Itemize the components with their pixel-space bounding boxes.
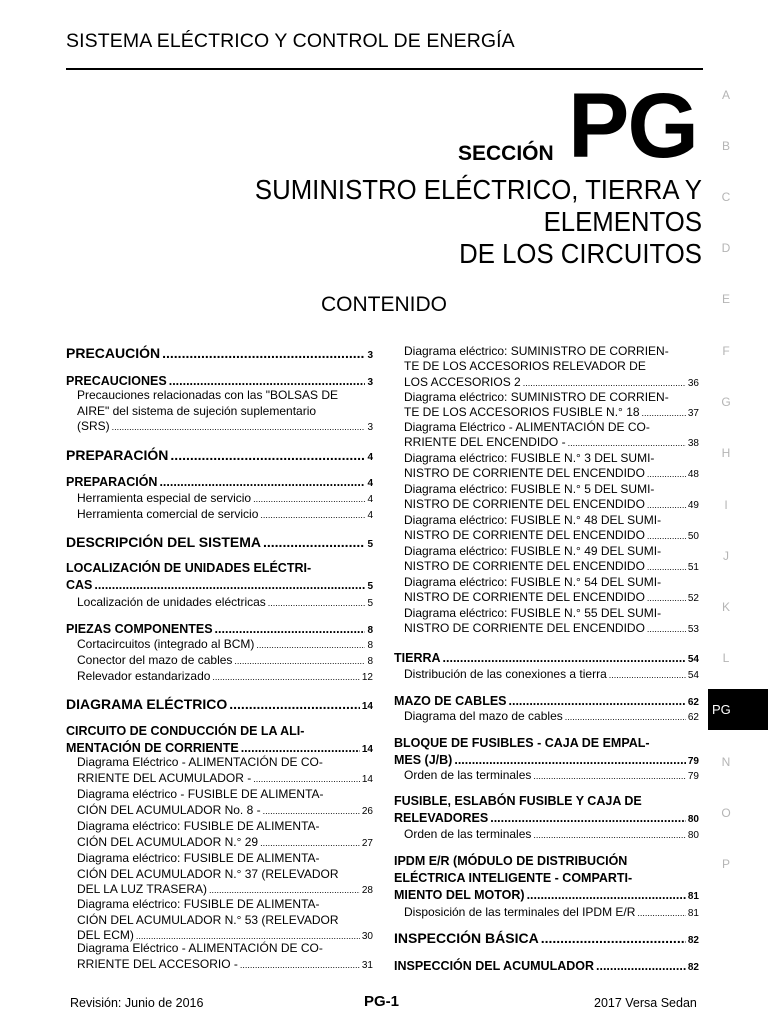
toc-page-number: 14 (361, 773, 373, 785)
toc-entry-title: NISTRO DE CORRIENTE DEL ENCENDIDO (404, 590, 645, 605)
toc-page-number: 36 (687, 377, 699, 389)
toc-dot-leader (565, 710, 686, 725)
active-section-tab[interactable]: PG (708, 689, 768, 730)
toc-page-number: 81 (687, 891, 699, 902)
toc-entry-title: RRIENTE DEL ACUMULADOR - (77, 770, 252, 785)
toc-page-number: 4 (367, 510, 373, 521)
toc-entry-title: CIÓN DEL ACUMULADOR N.° 29 (77, 834, 259, 849)
footer-model: 2017 Versa Sedan (594, 996, 697, 1010)
toc-page-number: 4 (367, 478, 373, 489)
toc-page-number: 50 (687, 531, 699, 543)
toc-entry-leader-line (394, 887, 699, 905)
toc-entry-title: TE DE LOS ACCESORIOS FUSIBLE N.° 18 (404, 405, 640, 420)
toc-page-number: 48 (687, 469, 699, 481)
toc-entry-text-line: Diagrama eléctrico: SUMINISTRO DE CORRIEN- (404, 344, 669, 358)
toc-entry[interactable] (66, 819, 373, 851)
toc-page-number: 5 (367, 581, 373, 592)
toc-entry[interactable] (394, 482, 699, 514)
toc-entry[interactable] (66, 560, 373, 595)
toc-entry[interactable] (394, 827, 699, 843)
toc-entry-leader-line (77, 803, 373, 820)
toc-dot-leader (159, 474, 365, 491)
toc-entry-leader-line (404, 528, 699, 544)
toc-entry-leader-line (66, 533, 373, 554)
toc-page-number: 14 (361, 744, 373, 755)
toc-entry[interactable] (394, 420, 699, 452)
toc-entry-title: RRIENTE DEL ENCENDIDO - (404, 435, 566, 450)
toc-entry-title: DEL ECM) (77, 928, 134, 942)
toc-entry-title: PRECAUCIONES (66, 374, 167, 388)
toc-dot-leader (268, 596, 366, 612)
section-title (113, 174, 702, 270)
toc-entry-leader-line (66, 474, 373, 492)
toc-page-number: 8 (367, 656, 373, 667)
toc-page-number: 54 (687, 654, 699, 665)
toc-entry-text-line: Diagrama eléctrico: FUSIBLE N.° 55 DEL SUMI- (404, 606, 662, 620)
toc-page-number: 52 (687, 593, 699, 605)
toc-page-number: 28 (361, 885, 373, 896)
toc-page-number: 30 (361, 931, 373, 942)
toc-entry-title: Orden de las terminales (404, 827, 532, 841)
toc-entry-text-line: LOCALIZACIÓN DE UNIDADES ELÉCTRI- (66, 561, 312, 575)
toc-entry-leader-line (404, 466, 699, 482)
toc-entry-leader-line (66, 695, 373, 716)
section-label: SECCIÓN (458, 142, 554, 165)
section-tab[interactable]: O (721, 806, 731, 820)
toc-entry[interactable] (66, 897, 373, 945)
toc-entry-title: TIERRA (394, 651, 441, 665)
toc-page-number: 14 (361, 701, 373, 712)
toc-entry-leader-line (394, 958, 699, 976)
toc-entry-title: PREPARACIÓN (66, 447, 169, 463)
toc-entry-text-line: TE DE LOS ACCESORIOS RELEVADOR DE (404, 359, 646, 374)
toc-entry-text-line: Diagrama Eléctrico - ALIMENTACIÓN DE CO- (77, 755, 323, 769)
toc-dot-leader (240, 958, 360, 974)
toc-page-number: 5 (367, 539, 373, 550)
toc-entry[interactable] (394, 667, 699, 683)
toc-dot-leader (647, 560, 686, 575)
toc-entry-text-line: CIÓN DEL ACUMULADOR N.° 37 (RELEVADOR (77, 866, 339, 881)
section-tab[interactable]: N (721, 755, 731, 769)
toc-dot-leader (253, 492, 365, 508)
toc-entry-text-line: IPDM E/R (MÓDULO DE DISTRIBUCIÓN (394, 854, 628, 868)
toc-entry[interactable] (394, 606, 699, 638)
toc-entry-leader-line (404, 621, 699, 637)
toc-entry-text-line: Diagrama eléctrico: SUMINISTRO DE CORRIEN- (404, 390, 669, 404)
toc-entry-text-line: Diagrama eléctrico: FUSIBLE DE ALIMENTA- (77, 819, 320, 833)
toc-entry[interactable] (394, 793, 699, 828)
toc-entry-leader-line (404, 768, 699, 784)
toc-entry[interactable] (66, 755, 373, 787)
section-tab[interactable]: H (721, 446, 731, 460)
section-tab[interactable]: E (721, 292, 730, 306)
toc-page-number: 27 (361, 837, 373, 849)
manual-header-title: SISTEMA ELÉCTRICO Y CONTROL DE ENERGÍA (66, 30, 515, 52)
toc-entry-title: PIEZAS COMPONENTES (66, 622, 213, 636)
toc-page-number: 4 (367, 452, 373, 463)
toc-dot-leader (260, 508, 365, 524)
toc-entry-title: MIENTO DEL MOTOR) (394, 888, 525, 902)
toc-entry-title: INSPECCIÓN DEL ACUMULADOR (394, 959, 595, 973)
toc-entry-leader-line (66, 446, 373, 467)
toc-page-number: 31 (361, 959, 373, 971)
toc-entry[interactable] (66, 491, 373, 508)
toc-dot-leader (509, 693, 686, 710)
toc-entry-title: NISTRO DE CORRIENTE DEL ENCENDIDO (404, 466, 645, 481)
toc-entry[interactable] (66, 533, 373, 554)
toc-page-number: 5 (367, 598, 373, 609)
toc-dot-leader (647, 498, 686, 513)
toc-entry-text-line: Diagrama eléctrico: FUSIBLE DE ALIMENTA- (77, 851, 320, 865)
toc-entry[interactable] (394, 513, 699, 545)
toc-entry-leader-line (394, 810, 699, 828)
toc-entry-title: LOS ACCESORIOS 2 (404, 374, 521, 389)
toc-entry-leader-line (394, 929, 699, 950)
section-tab[interactable]: G (721, 395, 731, 409)
toc-entry-title: Diagrama del mazo de cables (404, 709, 563, 723)
section-tab[interactable]: K (721, 600, 730, 614)
toc-entry-leader-line (404, 590, 699, 606)
section-tab[interactable]: C (721, 190, 731, 204)
toc-entry[interactable] (66, 388, 373, 436)
toc-entry-leader-line (404, 435, 699, 451)
toc-page-number: 3 (367, 422, 373, 433)
toc-entry-text-line: BLOQUE DE FUSIBLES - CAJA DE EMPAL- (394, 736, 650, 750)
toc-entry[interactable] (66, 344, 373, 365)
section-tab[interactable]: L (722, 651, 730, 665)
toc-dot-leader (490, 810, 686, 827)
section-code: PG (568, 75, 697, 177)
toc-entry-text-line: Diagrama eléctrico: FUSIBLE N.° 54 DEL SUMI- (404, 575, 662, 589)
toc-entry-text-line: Diagrama eléctrico: FUSIBLE N.° 48 DEL SUMI- (404, 513, 662, 527)
toc-entry-text-line: Diagrama Eléctrico - ALIMENTACIÓN DE CO- (404, 420, 650, 434)
toc-entry[interactable] (66, 941, 373, 973)
toc-entry[interactable] (394, 735, 699, 770)
toc-page-number: 38 (687, 438, 699, 450)
toc-entry-text-line: Diagrama eléctrico: FUSIBLE N.° 5 DEL SUMI- (404, 482, 655, 496)
toc-entry-leader-line (404, 905, 699, 921)
toc-entry-text-line: Diagrama Eléctrico - ALIMENTACIÓN DE CO- (77, 941, 323, 955)
toc-page-number: 62 (687, 697, 699, 708)
toc-page-number: 81 (687, 908, 699, 919)
toc-entry[interactable] (394, 575, 699, 607)
toc-page-number: 62 (687, 712, 699, 723)
toc-dot-leader (256, 638, 365, 654)
toc-dot-leader (596, 958, 686, 975)
toc-entry[interactable] (394, 451, 699, 483)
toc-page-number: 3 (367, 377, 373, 388)
toc-entry[interactable] (66, 595, 373, 612)
toc-dot-leader (647, 467, 686, 482)
toc-entry-title: INSPECCIÓN BÁSICA (394, 930, 539, 946)
section-tab[interactable]: D (721, 241, 731, 255)
toc-entry-title: Herramienta comercial de servicio (77, 507, 259, 521)
toc-entry-title: Distribución de las conexiones a tierra (404, 667, 607, 681)
toc-entry-title: RRIENTE DEL ACCESORIO - (77, 956, 238, 971)
toc-entry-title: Relevador estandarizado (77, 669, 211, 683)
toc-entry-leader-line (404, 827, 699, 843)
toc-entry[interactable] (394, 390, 699, 422)
header-divider (66, 68, 703, 70)
toc-entry-title: PRECAUCIÓN (66, 345, 161, 361)
toc-entry-title: MES (J/B) (394, 753, 453, 767)
toc-dot-leader (527, 887, 686, 904)
toc-entry[interactable] (66, 446, 373, 467)
section-tab[interactable]: B (721, 139, 730, 153)
toc-entry[interactable] (394, 544, 699, 576)
toc-entry-leader-line (404, 559, 699, 575)
section-title-line-1: SUMINISTRO ELÉCTRICO, TIERRA Y ELEMENTOS (254, 174, 702, 237)
toc-entry-title: DIAGRAMA ELÉCTRICO (66, 696, 228, 712)
toc-entry-leader-line (77, 507, 373, 524)
toc-entry[interactable] (66, 474, 373, 492)
toc-dot-leader (568, 436, 686, 451)
toc-entry[interactable] (66, 637, 373, 654)
toc-page-number: 4 (367, 494, 373, 505)
toc-entry-text-line: ELÉCTRICA INTELIGENTE - COMPARTI- (394, 871, 633, 885)
toc-page-number: 80 (687, 830, 699, 841)
toc-entry[interactable] (66, 851, 373, 899)
toc-page-number: 8 (367, 640, 373, 651)
toc-entry-title: RELEVADORES (394, 811, 489, 825)
toc-entry-text-line: CIRCUITO DE CONDUCCIÓN DE LA ALI- (66, 724, 305, 738)
toc-entry[interactable] (394, 905, 699, 921)
toc-entry-title: PREPARACIÓN (66, 475, 158, 489)
toc-dot-leader (162, 344, 365, 362)
toc-entry[interactable] (66, 507, 373, 524)
toc-entry-text-line: Diagrama eléctrico: FUSIBLE DE ALIMENTA- (77, 897, 320, 911)
toc-dot-leader (229, 695, 360, 713)
toc-dot-leader (215, 621, 366, 638)
toc-page-number: 12 (361, 672, 373, 683)
section-tab[interactable]: A (721, 88, 730, 102)
toc-entry-leader-line (394, 650, 699, 668)
toc-entry-title: DESCRIPCIÓN DEL SISTEMA (66, 534, 261, 550)
toc-entry-leader-line (77, 653, 373, 670)
toc-dot-leader (541, 929, 686, 947)
toc-entry-leader-line (77, 491, 373, 508)
toc-entry-title: Herramienta especial de servicio (77, 491, 252, 505)
toc-dot-leader (234, 654, 365, 670)
toc-entry[interactable] (394, 958, 699, 976)
toc-entry[interactable] (66, 787, 373, 819)
toc-entry-title: MAZO DE CABLES (394, 694, 507, 708)
toc-entry-title: NISTRO DE CORRIENTE DEL ENCENDIDO (404, 497, 645, 512)
toc-entry-title: NISTRO DE CORRIENTE DEL ENCENDIDO (404, 621, 645, 636)
toc-page-number: 51 (687, 562, 699, 574)
toc-entry[interactable] (66, 695, 373, 716)
toc-entry-title: MENTACIÓN DE CORRIENTE (66, 741, 239, 755)
toc-entry[interactable] (394, 650, 699, 668)
toc-entry-leader-line (77, 595, 373, 612)
toc-dot-leader (260, 836, 360, 852)
section-tab[interactable]: F (722, 344, 730, 358)
toc-entry-text-line: CIÓN DEL ACUMULADOR N.° 53 (RELEVADOR (77, 912, 339, 927)
toc-entry[interactable] (394, 709, 699, 725)
toc-dot-leader (263, 804, 360, 820)
toc-entry-title: CIÓN DEL ACUMULADOR No. 8 - (77, 802, 261, 817)
toc-dot-leader (170, 446, 365, 464)
toc-dot-leader (212, 670, 359, 686)
toc-dot-leader (533, 828, 685, 843)
toc-dot-leader (443, 650, 686, 667)
toc-entry-text-line: AIRE" del sistema de sujeción suplementario (77, 403, 317, 418)
toc-page-number: 82 (687, 935, 699, 946)
toc-entry-leader-line (66, 577, 373, 595)
footer-page-number: PG-1 (364, 993, 400, 1010)
toc-entry-leader-line (77, 771, 373, 788)
section-tab[interactable]: J (723, 549, 729, 563)
toc-entry[interactable] (66, 723, 373, 758)
toc-page-number: 79 (687, 756, 699, 767)
toc-entry-leader-line (77, 669, 373, 686)
toc-dot-leader (94, 577, 365, 594)
contents-heading: CONTENIDO (321, 293, 447, 316)
toc-page-number: 80 (687, 814, 699, 825)
toc-page-number: 49 (687, 500, 699, 512)
toc-entry-title: Conector del mazo de cables (77, 653, 233, 667)
toc-entry-text-line: Diagrama eléctrico - FUSIBLE DE ALIMENTA- (77, 787, 324, 801)
toc-entry-text-line: FUSIBLE, ESLABÓN FUSIBLE Y CAJA DE (394, 794, 642, 808)
toc-entry[interactable] (394, 768, 699, 784)
toc-entry-title: Localización de unidades eléctricas (77, 595, 266, 609)
toc-entry-title: NISTRO DE CORRIENTE DEL ENCENDIDO (404, 559, 645, 574)
toc-entry[interactable] (66, 653, 373, 670)
section-tab[interactable]: P (721, 857, 730, 871)
toc-entry-text-line: Diagrama eléctrico: FUSIBLE N.° 49 DEL SUMI- (404, 544, 662, 558)
toc-entry-leader-line (77, 637, 373, 654)
toc-entry-text-line: Precauciones relacionadas con las "BOLSAS DE (77, 388, 339, 402)
toc-page-number: 3 (367, 350, 373, 361)
toc-entry-leader-line (404, 375, 699, 391)
toc-dot-leader (253, 772, 360, 788)
toc-entry-title: (SRS) (77, 419, 110, 433)
toc-dot-leader (533, 769, 685, 784)
toc-entry-title: Orden de las terminales (404, 768, 532, 782)
toc-dot-leader (647, 622, 686, 637)
toc-entry-title: CAS (66, 578, 93, 592)
toc-page-number: 37 (687, 408, 699, 420)
toc-entry-leader-line (404, 497, 699, 513)
toc-entry-leader-line (66, 344, 373, 365)
toc-entry-leader-line (77, 419, 373, 436)
toc-entry-leader-line (404, 709, 699, 725)
toc-entry-title: Disposición de las terminales del IPDM E/R (404, 905, 636, 919)
toc-entry[interactable] (66, 669, 373, 686)
toc-page-number: 82 (687, 962, 699, 973)
toc-page-number: 54 (687, 670, 699, 681)
toc-entry[interactable] (394, 929, 699, 950)
toc-dot-leader (112, 420, 366, 436)
toc-page-number: 26 (361, 805, 373, 817)
section-tab[interactable]: I (724, 498, 728, 512)
toc-entry-title: DEL LA LUZ TRASERA) (77, 882, 208, 896)
toc-dot-leader (523, 376, 686, 391)
toc-entry-leader-line (77, 835, 373, 852)
toc-dot-leader (637, 906, 685, 921)
toc-dot-leader (647, 591, 686, 606)
toc-entry[interactable] (394, 344, 699, 391)
footer-revision: Revisión: Junio de 2016 (70, 996, 204, 1010)
toc-entry-text-line: Diagrama eléctrico: FUSIBLE N.° 3 DEL SUMI- (404, 451, 655, 465)
toc-page-number: 53 (687, 624, 699, 636)
section-title-line-2: DE LOS CIRCUITOS (459, 238, 702, 269)
toc-dot-leader (454, 752, 686, 769)
toc-page-number: 79 (687, 771, 699, 782)
toc-dot-leader (647, 529, 686, 544)
toc-entry-leader-line (404, 667, 699, 683)
toc-dot-leader (263, 533, 365, 551)
toc-dot-leader (609, 668, 686, 683)
toc-entry-title: Cortacircuitos (integrado al BCM) (77, 637, 255, 651)
toc-entry-title: NISTRO DE CORRIENTE DEL ENCENDIDO (404, 528, 645, 543)
toc-entry[interactable] (394, 853, 699, 905)
toc-entry-leader-line (77, 957, 373, 974)
toc-page-number: 8 (367, 625, 373, 636)
